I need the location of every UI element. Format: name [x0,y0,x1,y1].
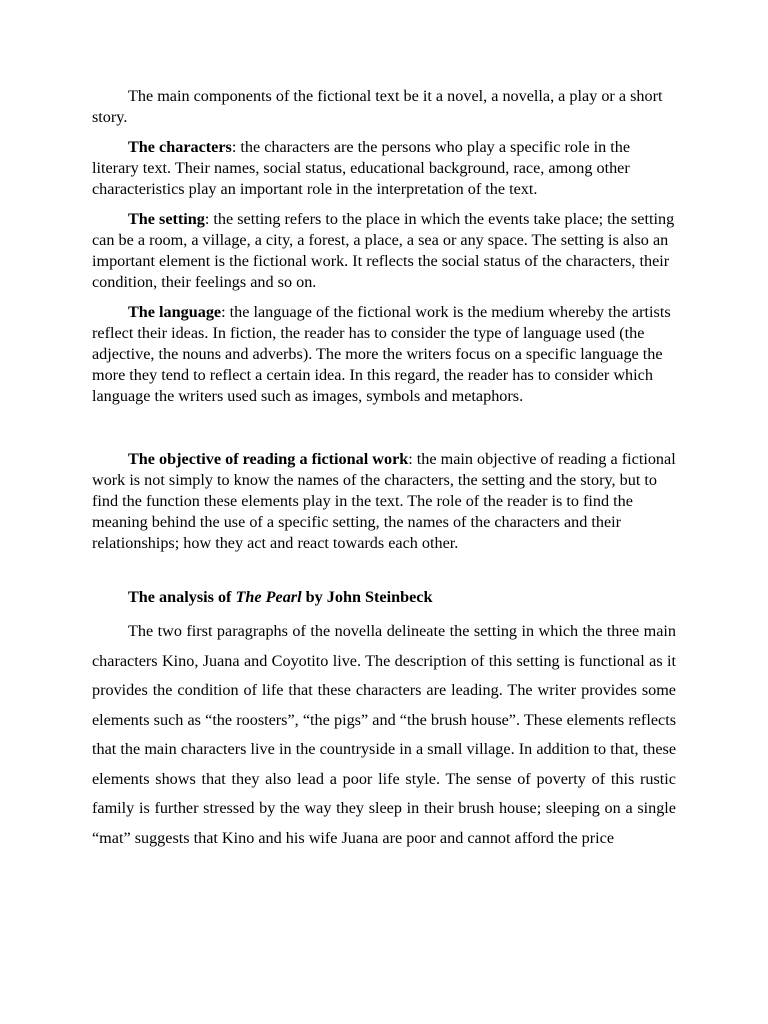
setting-paragraph [92,209,676,293]
objective-term: The objective of reading a fictional work [128,450,409,468]
analysis-paragraph: The two first paragraphs of the novella delineate the setting in which the three main characters Kino, Juana and Coyotito live. The description of this setting is functional as it provides the condition of life that these characters are leading. The writer provides some elements such as “the roosters”, “the pigs” and “the brush house”. These elements reflects that the main characters live in the countryside in a small village. In addition to that, these elements shows that they also lead a poor life style. The sense of poverty of this rustic family is further stressed by the way they sleep in their brush house; sleeping on a single “mat” suggests that Kino and his wife Juana are poor and cannot afford the price [92,622,676,847]
language-paragraph [92,302,676,407]
blank-line [92,416,676,449]
characters-paragraph [92,137,676,200]
analysis-heading-title: The Pearl [235,588,302,606]
document-page [92,86,676,853]
analysis-heading-prefix: The analysis of [128,588,236,606]
setting-term: The setting [128,210,205,228]
analysis-heading-suffix: by John Steinbeck [301,588,433,606]
objective-paragraph [92,449,676,554]
setting-text: : the setting refers to the place in which the events take place; the setting can be a room, a village, a city, a forest, a place, a sea or any space. The setting is also an important element is the fictional work. It reflects the social status of the characters, their condition, their feelings and so on. [92,210,675,291]
language-term: The language [128,303,222,321]
analysis-heading [92,587,676,608]
characters-text: : the characters are the persons who play a specific role in the literary text. Their names, social status, educational background, race, among other characteristics play an important role in the interpretation of the text. [92,138,631,198]
intro-paragraph: The main components of the fictional text be it a novel, a novella, a play or a short story. [92,87,663,126]
characters-term: The characters [128,138,232,156]
language-text: : the language of the fictional work is the medium whereby the artists reflect their ideas. In fiction, the reader has to consider the type of language used (the adjective, the nouns and adverbs). The more the writers focus on a specific language the more they tend to reflect a certain idea. In this regard, the reader has to consider which language the writers used such as images, symbols and metaphors. [92,303,671,405]
blank-line [92,554,676,587]
objective-text: : the main objective of reading a fictional work is not simply to know the names of the characters, the setting and the story, but to find the function these elements play in the text. The role of the reader is to find the meaning behind the use of a specific setting, the names of the characters and their relationships; how they act and react towards each other. [92,450,676,552]
